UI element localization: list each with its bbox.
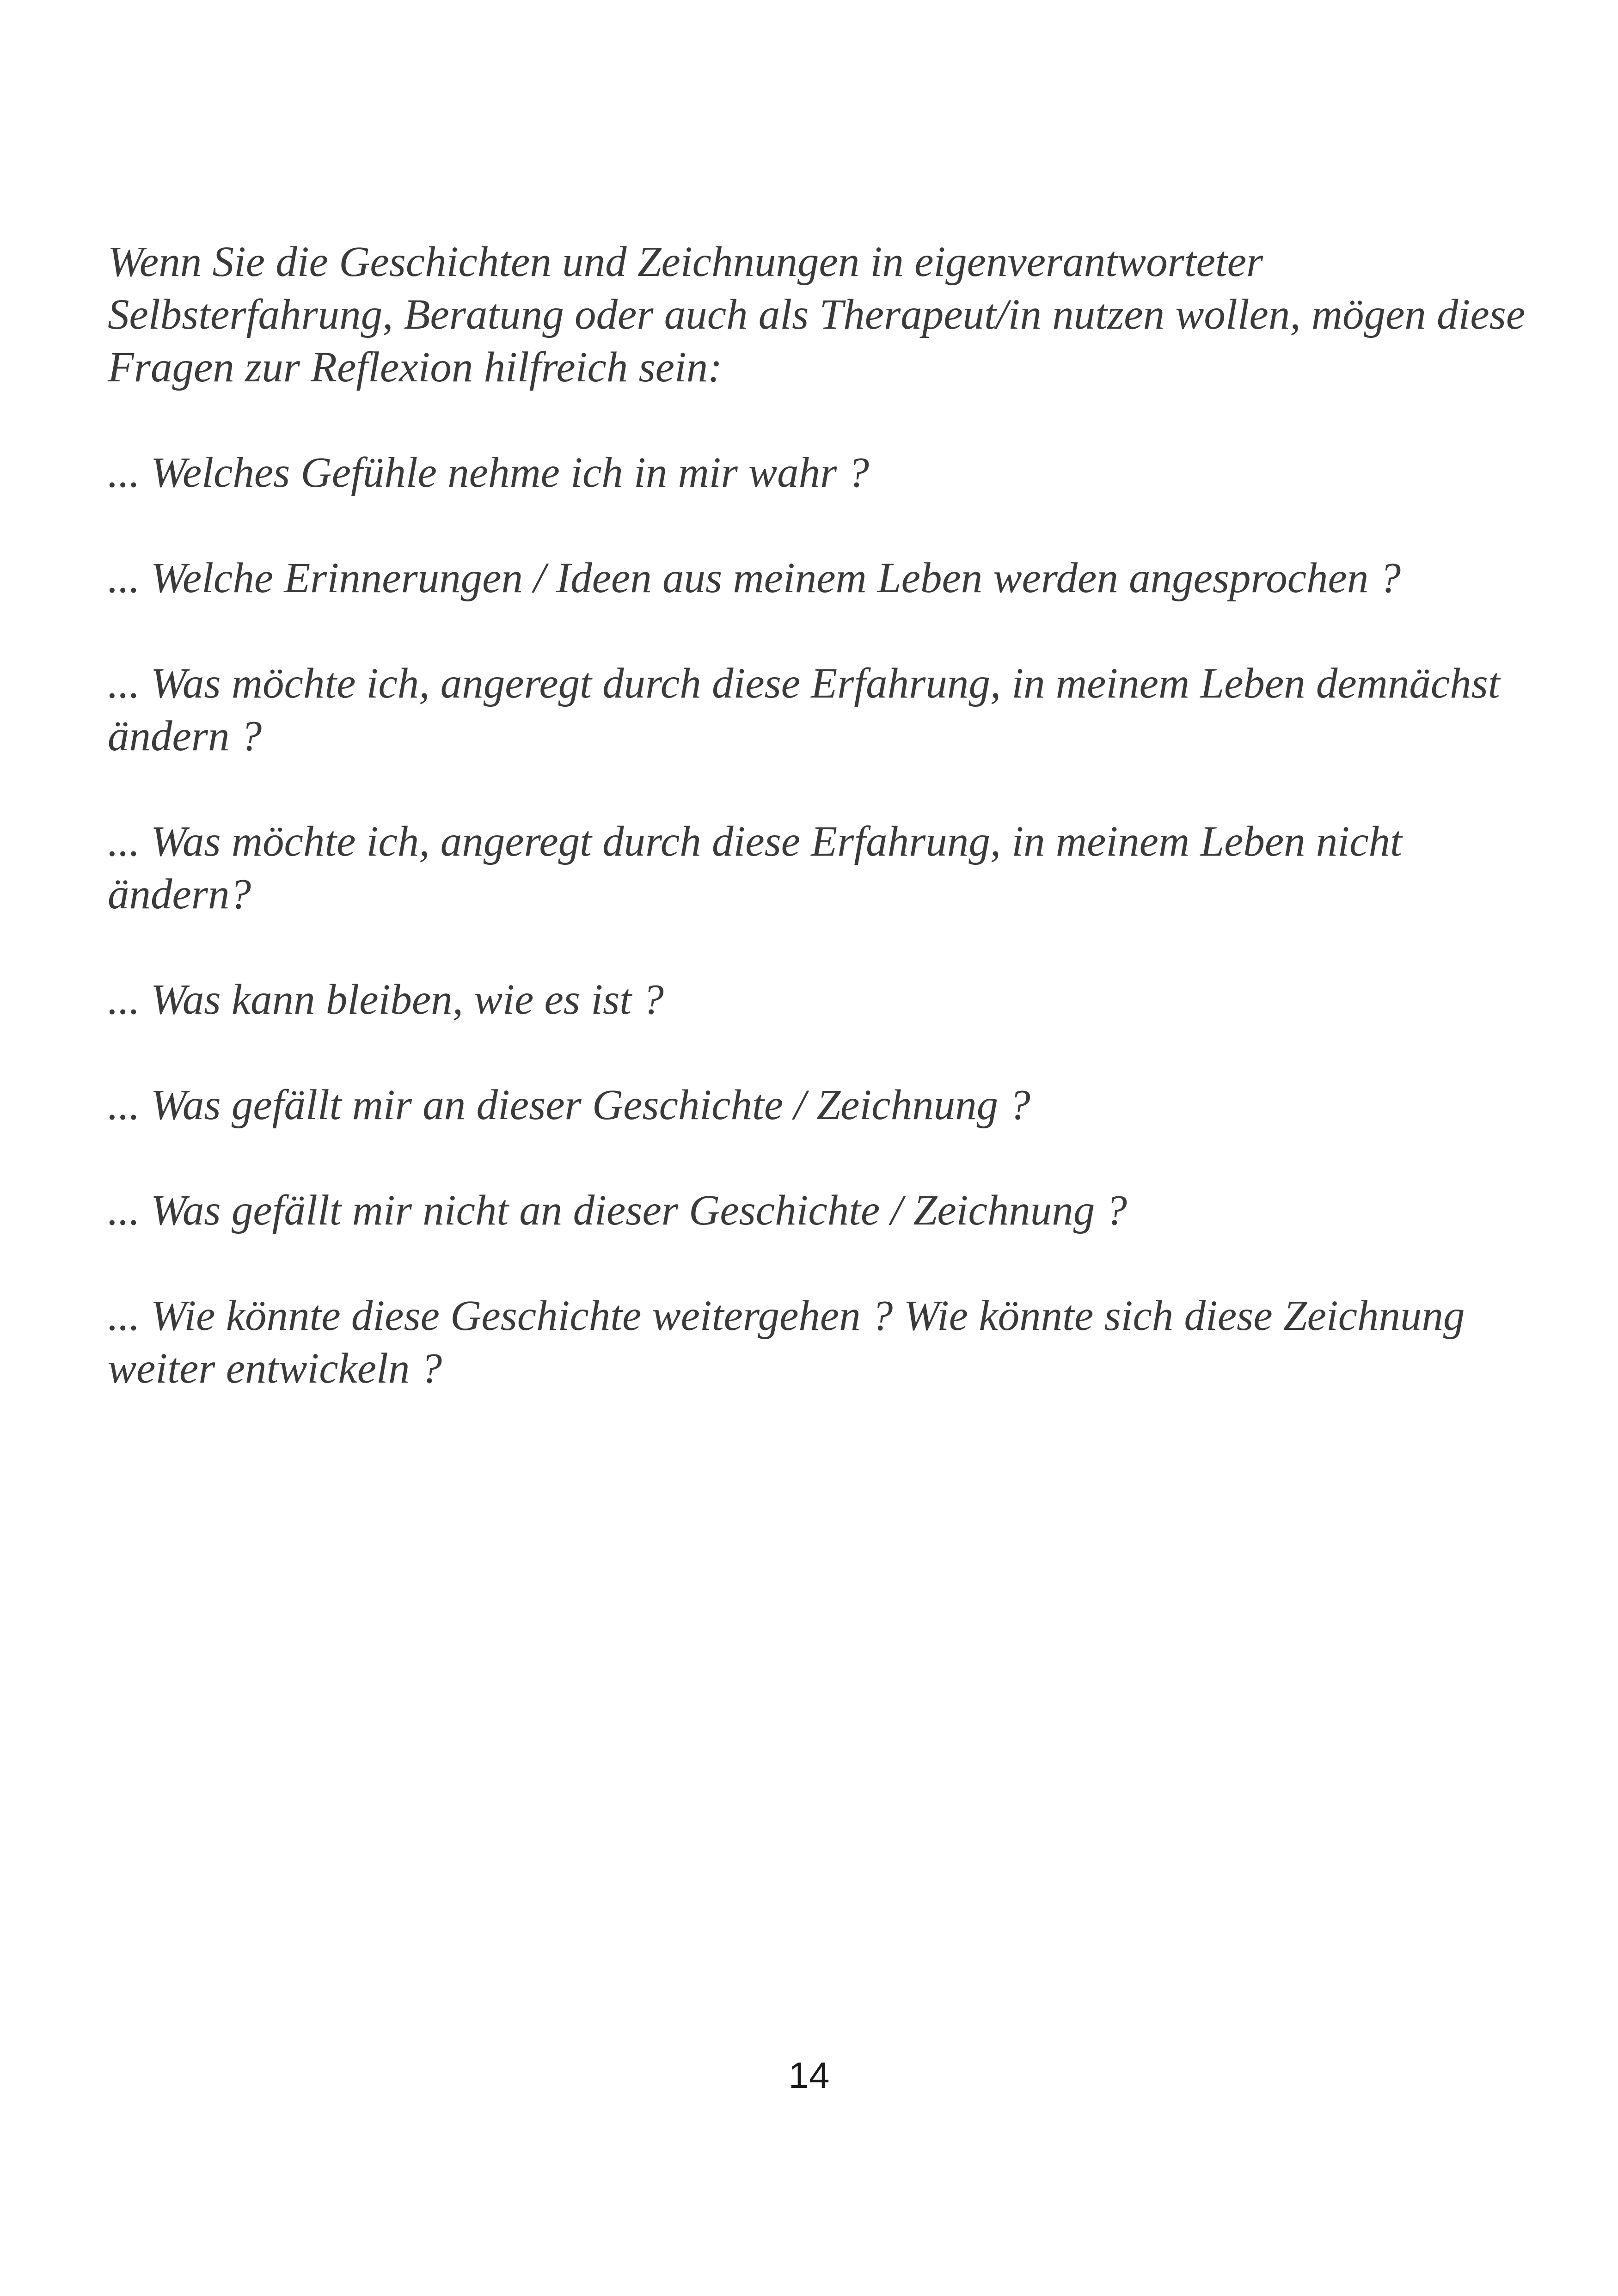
page-number: 14 (788, 2055, 830, 2096)
intro-paragraph: Wenn Sie die Geschichten und Zeichnungen in eigenverantworteter Selbsterfahrung, Beratung oder auch als Therapeut/in nutzen wollen, mögen diese Fragen zur Reflexion hilfreich sein: (108, 238, 1526, 391)
question-7: ... Was gefällt mir nicht an dieser Geschichte / Zeichnung ? (108, 1187, 1128, 1234)
question-3: ... Was möchte ich, angeregt durch diese Erfahrung, in meinem Leben demnächst ändern ? (108, 660, 1500, 760)
question-5: ... Was kann bleiben, wie es ist ? (108, 976, 664, 1023)
question-8: ... Wie könnte diese Geschichte weitergehen ? Wie könnte sich diese Zeichnung weiter entwickeln ? (108, 1292, 1465, 1392)
page-body (108, 236, 1532, 1448)
question-4: ... Was möchte ich, angeregt durch diese Erfahrung, in meinem Leben nicht ändern? (108, 818, 1402, 918)
question-2: ... Welche Erinnerungen / Ideen aus meinem Leben werden angesprochen ? (108, 554, 1401, 602)
question-6: ... Was gefällt mir an dieser Geschichte / Zeichnung ? (108, 1081, 1030, 1129)
question-1: ... Welches Gefühle nehme ich in mir wahr ? (108, 449, 870, 496)
